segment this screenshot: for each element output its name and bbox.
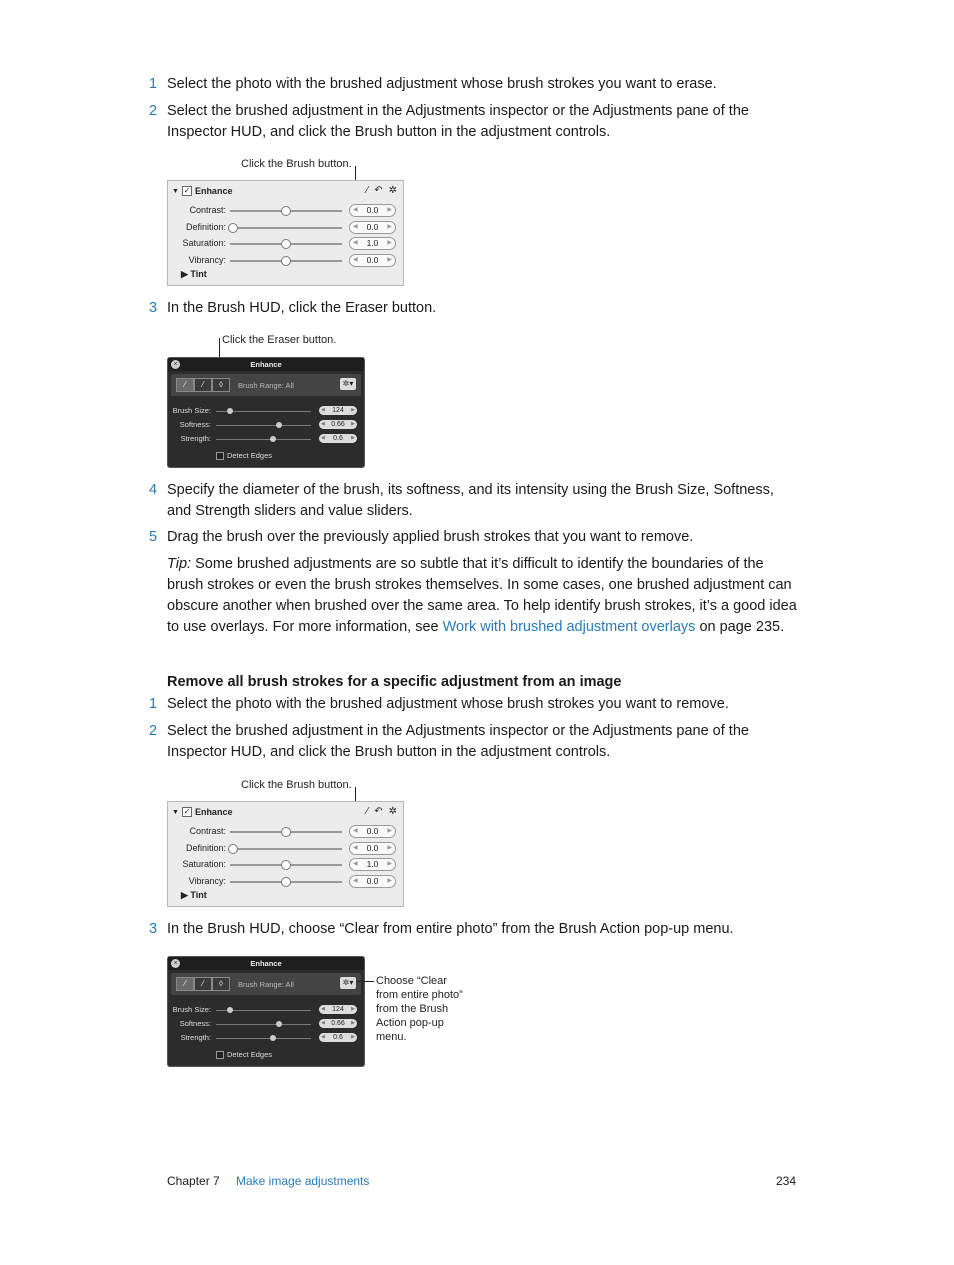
- enhance-panel: [167, 180, 404, 286]
- tip-label: Tip:: [167, 556, 192, 572]
- value-field[interactable]: ◀ 0.6 ▶: [321, 435, 355, 442]
- step-text: Select the brushed adjustment in the Adjustments inspector or the Adjustments pane of the Inspector HUD, and click the Brush button in the adjustment controls.: [167, 103, 749, 140]
- disclosure-triangle-icon[interactable]: ▼: [172, 808, 179, 816]
- close-icon[interactable]: ×: [171, 959, 180, 968]
- slider-label: Strength:: [180, 434, 211, 443]
- eraser-tool-icon[interactable]: ◊: [212, 378, 230, 392]
- step-text: Select the brushed adjustment in the Adjustments inspector or the Adjustments pane of the Inspector HUD, and click the Brush button in the adjustment controls.: [167, 723, 749, 760]
- value-field[interactable]: ◀ 0.0 ▶: [349, 825, 396, 838]
- step: [149, 527, 799, 548]
- slider-label: Brush Size:: [172, 1005, 211, 1014]
- brush-icon[interactable]: ⁄: [366, 185, 369, 196]
- brush-toolbar: [171, 374, 361, 396]
- brush-action-gear-icon[interactable]: ✲▾: [340, 977, 356, 989]
- slider-track[interactable]: [230, 881, 342, 883]
- detect-edges-checkbox[interactable]: Detect Edges: [216, 1050, 272, 1059]
- slider-row: [168, 1031, 364, 1045]
- overlays-link[interactable]: Work with brushed adjustment overlays: [442, 619, 696, 635]
- brush-toolbar: [171, 973, 361, 995]
- slider-knob[interactable]: [276, 422, 282, 428]
- slider-knob[interactable]: [276, 1021, 282, 1027]
- slider-knob[interactable]: [228, 223, 238, 233]
- slider-label: Definition:: [185, 222, 226, 232]
- step: [149, 480, 799, 522]
- slider-label: Vibrancy:: [188, 255, 226, 265]
- enhance-tools: [367, 185, 397, 196]
- feather-tool-icon[interactable]: ⁄: [194, 378, 212, 392]
- enhance-tools: [367, 806, 397, 817]
- enhance-checkbox[interactable]: ✓: [183, 807, 191, 816]
- enhance-title: Enhance: [194, 807, 233, 817]
- slider-row: [168, 253, 403, 267]
- slider-knob[interactable]: [281, 877, 291, 887]
- step-number: 2: [149, 723, 158, 739]
- callout-choose: Choose “Clear from entire photo” from the Brush Action pop-up menu.: [376, 975, 463, 1043]
- step-number: 1: [149, 76, 158, 92]
- slider-knob[interactable]: [281, 827, 291, 837]
- tip-text: Some brushed adjustments are so subtle that it’s difficult to identify the boundaries of the brush strokes or even the brush strokes themselves. In some cases, one brushed adjustment can obscure another when brushed over the same area. To help identify brush strokes, it’s a good idea to use overlays. For more information, see: [167, 556, 797, 635]
- step: [149, 101, 799, 143]
- value-field[interactable]: ◀ 0.0 ▶: [349, 842, 396, 855]
- slider-track[interactable]: [230, 260, 342, 262]
- callout-brush: Click the Brush button.: [241, 158, 352, 170]
- callout-eraser: Click the Eraser button.: [222, 334, 337, 346]
- slider-label: Definition:: [185, 843, 226, 853]
- value-field[interactable]: ◀ 0.0 ▶: [349, 875, 396, 888]
- slider-knob[interactable]: [281, 206, 291, 216]
- slider-row: [168, 203, 403, 217]
- brush-hud: [167, 357, 365, 468]
- tip-paragraph: [167, 554, 797, 638]
- enhance-panel: [167, 801, 404, 907]
- step-number: 2: [149, 103, 158, 119]
- value-field[interactable]: ◀ 0.0 ▶: [349, 221, 396, 234]
- step-number: 3: [149, 300, 158, 316]
- slider-knob[interactable]: [228, 844, 238, 854]
- callout-line: [356, 981, 374, 982]
- step-text: Select the photo with the brushed adjustment whose brush strokes you want to remove.: [167, 696, 729, 712]
- enhance-title: Enhance: [194, 186, 233, 196]
- slider-label: Contrast:: [189, 826, 226, 836]
- slider-track[interactable]: [216, 1024, 311, 1025]
- slider-knob[interactable]: [227, 408, 233, 414]
- slider-row: [168, 220, 403, 234]
- slider-label: Contrast:: [189, 205, 226, 215]
- step-number: 5: [149, 529, 158, 545]
- slider-knob[interactable]: [281, 239, 291, 249]
- value-field[interactable]: ◀ 0.6 ▶: [321, 1034, 355, 1041]
- slider-knob[interactable]: [270, 436, 276, 442]
- slider-track[interactable]: [216, 1010, 311, 1011]
- slider-row: [168, 874, 403, 888]
- tint-row[interactable]: ▶ Tint: [181, 269, 207, 279]
- step: [149, 919, 799, 940]
- undo-icon[interactable]: ↶: [374, 185, 383, 196]
- slider-knob[interactable]: [281, 256, 291, 266]
- close-icon[interactable]: ×: [171, 360, 180, 369]
- page-number: 234: [776, 1174, 797, 1188]
- slider-track[interactable]: [230, 210, 342, 212]
- footer-chapter: Chapter 7: [167, 1174, 220, 1188]
- slider-row: [168, 1003, 364, 1017]
- tint-row[interactable]: ▶ Tint: [181, 890, 207, 900]
- brush-tool-icon[interactable]: ⁄: [176, 977, 194, 991]
- value-field[interactable]: ◀ 124 ▶: [321, 407, 355, 414]
- eraser-tool-icon[interactable]: ◊: [212, 977, 230, 991]
- slider-label: Saturation:: [182, 859, 226, 869]
- slider-row: [168, 418, 364, 432]
- disclosure-triangle-icon[interactable]: ▼: [172, 187, 179, 195]
- step: [149, 694, 799, 715]
- value-field[interactable]: ◀ 0.0 ▶: [349, 204, 396, 217]
- gear-icon[interactable]: ✲: [388, 806, 397, 817]
- slider-row: [168, 236, 403, 250]
- undo-icon[interactable]: ↶: [374, 806, 383, 817]
- feather-tool-icon[interactable]: ⁄: [194, 977, 212, 991]
- slider-row: [168, 1017, 364, 1031]
- brush-range[interactable]: Brush Range: All: [238, 381, 294, 390]
- slider-knob[interactable]: [281, 860, 291, 870]
- brush-tool-icon[interactable]: ⁄: [176, 378, 194, 392]
- step-text: Drag the brush over the previously applied brush strokes that you want to remove.: [167, 529, 694, 545]
- step: [149, 721, 799, 763]
- slider-track[interactable]: [230, 243, 342, 245]
- step-text: Select the photo with the brushed adjustment whose brush strokes you want to erase.: [167, 76, 717, 92]
- slider-track[interactable]: [216, 425, 311, 426]
- value-field[interactable]: ◀ 0.0 ▶: [349, 254, 396, 267]
- brush-icon[interactable]: ⁄: [366, 806, 369, 817]
- footer-chapter-title[interactable]: Make image adjustments: [236, 1174, 370, 1188]
- hud-title: Enhance: [168, 957, 364, 970]
- slider-row: [168, 857, 403, 871]
- slider-track[interactable]: [230, 227, 342, 229]
- enhance-header: [172, 807, 232, 817]
- step: [149, 298, 799, 319]
- step-number: 3: [149, 921, 158, 937]
- slider-row: [168, 841, 403, 855]
- step-text: In the Brush HUD, choose “Clear from entire photo” from the Brush Action pop-up menu.: [167, 921, 734, 937]
- callout-brush: Click the Brush button.: [241, 779, 352, 791]
- slider-row: [168, 432, 364, 446]
- step-text: Specify the diameter of the brush, its softness, and its intensity using the Brush Size, Softness, and Strength sliders and value sliders.: [167, 482, 774, 519]
- slider-track[interactable]: [216, 411, 311, 412]
- brush-action-gear-icon[interactable]: ✲▾: [340, 378, 356, 390]
- step-number: 4: [149, 482, 158, 498]
- tip-text-end: on page 235.: [699, 619, 785, 635]
- slider-label: Vibrancy:: [188, 876, 226, 886]
- enhance-checkbox[interactable]: ✓: [183, 186, 191, 195]
- step: [149, 74, 799, 95]
- section-heading: Remove all brush strokes for a specific adjustment from an image: [167, 674, 622, 690]
- value-field[interactable]: ◀ 1.0 ▶: [349, 858, 396, 871]
- value-field[interactable]: ◀ 1.0 ▶: [349, 237, 396, 250]
- value-field[interactable]: ◀ 0.66 ▶: [321, 1020, 355, 1027]
- gear-icon[interactable]: ✲: [388, 185, 397, 196]
- value-field[interactable]: ◀ 0.66 ▶: [321, 421, 355, 428]
- slider-track[interactable]: [216, 439, 311, 440]
- slider-label: Softness:: [179, 420, 211, 429]
- slider-row: [168, 824, 403, 838]
- step-number: 1: [149, 696, 158, 712]
- slider-label: Softness:: [179, 1019, 211, 1028]
- slider-track[interactable]: [230, 864, 342, 866]
- enhance-header: [172, 186, 232, 196]
- slider-knob[interactable]: [270, 1035, 276, 1041]
- slider-track[interactable]: [230, 831, 342, 833]
- slider-track[interactable]: [230, 848, 342, 850]
- slider-row: [168, 404, 364, 418]
- value-field[interactable]: ◀ 124 ▶: [321, 1006, 355, 1013]
- slider-knob[interactable]: [227, 1007, 233, 1013]
- hud-title: Enhance: [168, 358, 364, 371]
- detect-edges-checkbox[interactable]: Detect Edges: [216, 451, 272, 460]
- slider-track[interactable]: [216, 1038, 311, 1039]
- slider-label: Strength:: [180, 1033, 211, 1042]
- step-text: In the Brush HUD, click the Eraser button.: [167, 300, 437, 316]
- slider-label: Saturation:: [182, 238, 226, 248]
- brush-hud: [167, 956, 365, 1067]
- brush-range[interactable]: Brush Range: All: [238, 980, 294, 989]
- slider-label: Brush Size:: [172, 406, 211, 415]
